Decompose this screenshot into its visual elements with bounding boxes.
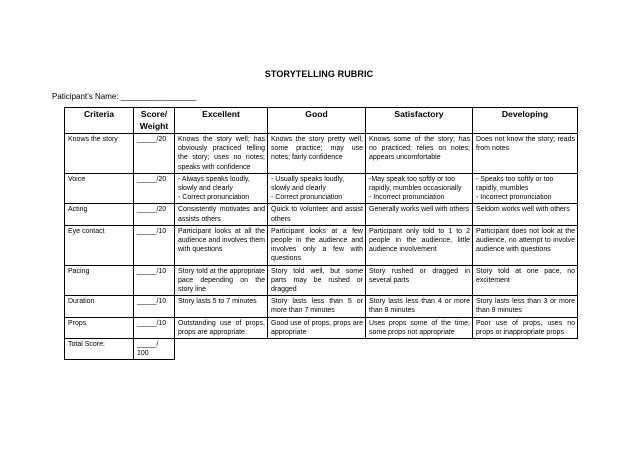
criteria-cell: Voice [65,173,134,204]
participant-name-field: Paticipant’s Name: _________________ [52,92,197,101]
criteria-cell: Props [65,317,134,338]
good-cell: - Usually speaks loudly, slowly and clearly - Correct pronunciation [268,173,366,204]
header-developing: Developing [473,108,578,134]
developing-cell: Does not know the story; reads from notes [473,134,578,174]
good-cell: Knows the story pretty well; some practice; may use notes; fairly confidence [268,134,366,174]
satisfactory-cell: Knows some of the story; has no practiced; relies on notes; appears uncomfortable [366,134,473,174]
developing-cell: Participant does not look at the audience, no attempt to involve audience with questions [473,225,578,265]
developing-cell: Seldom works well with others [473,204,578,225]
good-cell: Quick to volunteer and assist others [268,204,366,225]
score-cell: _____/10 [134,296,175,317]
header-good: Good [268,108,366,134]
header-satisfactory: Satisfactory [366,108,473,134]
excellent-cell: Story told at the appropriate pace depending on the story line [175,265,268,296]
satisfactory-cell: Story lasts less than 4 or more than 8 minutes [366,296,473,317]
page-title: STORYTELLING RUBRIC [264,69,374,79]
header-excellent: Excellent [175,108,268,134]
table-row [65,204,578,225]
good-cell: Story told well, but some parts may be rushed or dragged [268,265,366,296]
total-label: Total Score: [65,339,134,360]
header-row [65,108,578,134]
excellent-cell: Consistently motivates and assists others [175,204,268,225]
criteria-cell: Duration [65,296,134,317]
criteria-cell: Acting [65,204,134,225]
developing-cell: Story told at one pace, no excitement [473,265,578,296]
table-row [65,296,578,317]
score-cell: _____/20 [134,204,175,225]
table-row [65,317,578,338]
table-row [65,173,578,204]
good-cell: Good use of props, props are appropriate [268,317,366,338]
satisfactory-cell: -May speak too softly or too rapidly, mumbles occasionally - Incorrect pronunciation [366,173,473,204]
table-row [65,225,578,265]
excellent-cell: - Always speaks loudly, slowly and clearly - Correct pronunciation [175,173,268,204]
criteria-cell: Knows the story [65,134,134,174]
rubric-table [64,107,578,360]
header-score: Score/ Weight [134,108,175,134]
score-cell: _____/20 [134,134,175,174]
total-row [65,339,578,360]
developing-cell: Poor use of props, uses no props or inappropriate props [473,317,578,338]
criteria-cell: Eye contact [65,225,134,265]
score-cell: _____/20 [134,173,175,204]
total-score: _____/ 100 [134,339,175,360]
good-cell: Story lasts less than 5 or more than 7 minutes [268,296,366,317]
satisfactory-cell: Story rushed or dragged in several parts [366,265,473,296]
score-cell: _____/10 [134,265,175,296]
good-cell: Participant looks at a few people in the audience and involves only a few with questions [268,225,366,265]
excellent-cell: Participant looks at all the audience and involves them with questions [175,225,268,265]
score-cell: _____/10 [134,225,175,265]
table-row [65,134,578,174]
header-criteria: Criteria [65,108,134,134]
satisfactory-cell: Participant only told to 1 to 2 people in the audience, little audience involvement [366,225,473,265]
excellent-cell: Outstanding use of props, props are appropriate [175,317,268,338]
developing-cell: - Speaks too softly or too rapidly, mumbles - Incorrect pronunciation [473,173,578,204]
criteria-cell: Pacing [65,265,134,296]
satisfactory-cell: Generally works well with others [366,204,473,225]
excellent-cell: Story lasts 5 to 7 minutes [175,296,268,317]
satisfactory-cell: Uses props some of the time, some props not appropriate [366,317,473,338]
excellent-cell: Knows the story well; has obviously practiced telling the story; uses no notes; speaks with confidence [175,134,268,174]
developing-cell: Story lasts less than 3 or more than 9 minutes [473,296,578,317]
table-row [65,265,578,296]
score-cell: _____/10 [134,317,175,338]
